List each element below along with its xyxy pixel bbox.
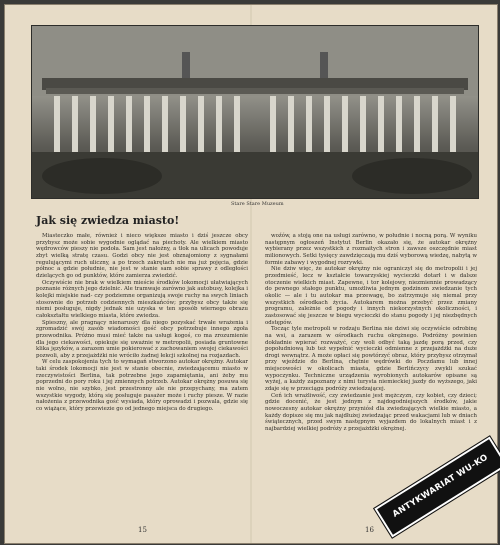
page-number-right: 16 xyxy=(365,526,374,534)
right-column xyxy=(265,233,477,433)
paragraph: Nie dziw więc, że autokar okrężny nie ograniczył się do metropolii i jej przedmieść, lecz w kształcie towarzyskiej wycieczki dotarł i w dalsze otoczenie wielkich miast. Zapewne, i tor kolejowy, niezmiennie prowadzący do pewnego stałego punktu, umożliwia jednym godzinom zwiedzanie tych okolic — ale i tu autokar ma przewagę, bo zatrzymuje się niemal przy wszystkich ośrodkach życia. Autokarem można przebyć przez zmiany programu, zależnie od pogody i innych niekorzystnych okoliczności, i zastosować się jeszcze w biegu wycieczki do stanu pogody i jej niezbędnych odstępów. xyxy=(265,266,477,326)
paragraph: Miasteczko małe, również i nieco większe miasto i dziś jeszcze obcy przybysz może sobie wygodnie oglądać na piechoty. Ale wielkiem miasto wędrowców pieszy nie podoła. Sam jest nałożny, a tłok na ulicach powoduje zbyt wielką stratę czasu. Godzi obcy nie jest obznajomiony z sygnałami regulującymi ruch uliczny, a po trzech zakrętach nie ma już pojęcia, gdzie północ a gdzie południe, nie jest w stanie sam sobie sprawy z odległości dzielących go od punktów, które zamierza zwiedzić. xyxy=(36,233,248,279)
left-column xyxy=(36,233,248,413)
paragraph: Ceń ich wrażliwość, czy zwiedzanie jest mężczyzn, czy kobiet, czy dzieci; gdzie docenić, że jest jednym z najdogodniejszych środków, jakie nowoczesny autokar okrężny przyniósł dla zwiedzających wielkie miasto, a każdy dopisze się mu jak najdłużej zwiedzając przed wakacjami lub w dniach świątecznych, przed swym następnym wyjazdem do lokalnych miast i z najbardziej wielkiej podróży z przejażdżki okrężnej. xyxy=(265,392,477,433)
page-number-left: 15 xyxy=(138,526,147,534)
photo-caption: Stare Stare Muzeum xyxy=(231,201,284,207)
magazine-spread xyxy=(4,4,498,544)
paragraph: Tocząc tyle metropoli w rodzaju Berlina nie dziwi się oczywiście odrobinę na wsi, a zarazem w ośrodkach ruchu okrężnego. Podróżny powinien dokładnie wpierać rozważyć, czy woli odbyć taką jazdę porą przed, czy popołudniową lub też wypełnić wycieczki odmienne z przejażdżki na duże drogi wewnątrz. A może opłaci się powtórzyć obraz, który przybysz otrzymał przy wjeździe do Berlina, chętnie wędrówki do Poczdamu lub innej miejscowości w okolicach miasta, gdzie Berlińczycy zwykli szukać wypoczynku. Techniczne urządzenia wyrobionych autokarów opisane są wyżej, a każdy zapoznany z nimi turysta niemieckiej jazdy do wyższego, jaki zdaje się w przeciągu podróży zwiedzającej. xyxy=(265,326,477,393)
paragraph: Spieszny, ale pragnący nienaruszy dla niego pozyskać trwałe wrażenia i zgromadzić swój zasób wiadomości gość obcy potrzebuje innego zgoła przewodnika. Próżno musi mieć także na usługi kogoś, co ma zrozumienie dla jego ciekawości, opiekuje się uważnie w metropolii, posiada gruntowne klika języków, a zarazem umie pokierować z zachowaniem swojej ciekawości pozwoli, aby z przejażdżki nie wróciło żadnej łekcji szkolnej na rozjazdach. xyxy=(36,319,248,359)
article-title: Jak się zwiedza miasto! xyxy=(36,214,180,227)
paragraph: Oczywiście nie brak w wielkiem mieście środków lokomocji ułatwiających poznanie różnych jego dzielnic. Ale tramwaje zarówno jak autobusy, kolejka i kolejki miejskie nad- czy podziemne organizują swoje ruchy na swych liniach stosownie do potrzeb codziennych mieszkańców; przybysz obcy także się niemi posługuje, nigdy jednak nie uzyska w ten sposób wiernego obrazu całokształtu wielkiego miasta, które zwiedza. xyxy=(36,279,248,319)
paragraph: woźów, a stoją one na usługi zarówno, w południe i nocną porą. W wyniku następnym ogłoszeń Instytut Berlin okazało się, że autokar okrężny wybierany przez wszystkich z rozmaitych stron i zawsze oszczędnie miast milionowych. Setki tysięcy zawdzięczają mu dziś wyborową wiedzę, nabytą w formie zabawy i wygodnej rozrywki. xyxy=(265,233,477,266)
museum-photo xyxy=(31,25,479,199)
paragraph: W celu zaspokojenia tych to wymagań stworzono autokar okrężny. Autokar taki środek lokomocji nie jest w stanie obecnie, zwiedzającemu miasto w rzeczywistości Berlina, tak potrzebne jego zapamiętania, ani żeby mu poprzedni do pory roku i jej zmiennych potrzeb. Autokar okrężny posuwa się nie wolno, nie szybko, jest przestronny ale nie przepychany, ma zatem wszystkie wygody, którą się posługuje pasażer może i ruchy piesze. W razie nałożenia z przewodnika gość wysiada, który oprowadzi i pozwala, gdzie się co wiążące, który przewiezie go od jednego miejsca do drugiego. xyxy=(36,359,248,413)
antiquarian-stamp: ANTYKWARIAT WU-KO xyxy=(374,437,500,538)
